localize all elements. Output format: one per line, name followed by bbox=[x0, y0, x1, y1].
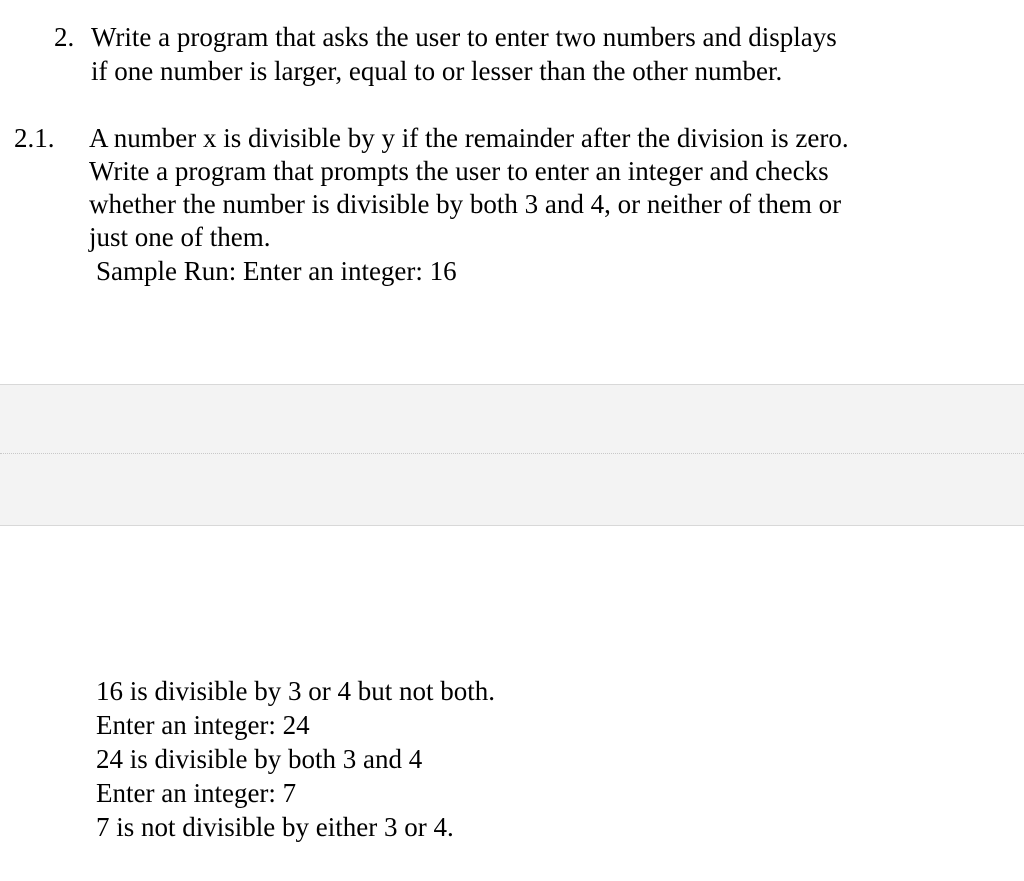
sample-output-line-2: Enter an integer: 24 bbox=[96, 710, 310, 740]
question-2-line-1: Write a program that asks the user to enter two numbers and displays bbox=[91, 22, 837, 52]
question-2-1-line-1: A number x is divisible by y if the remainder after the division is zero. bbox=[89, 123, 849, 153]
page-break-band bbox=[0, 384, 1024, 526]
page-break-divider bbox=[0, 453, 1024, 454]
question-2-number: 2. bbox=[54, 22, 75, 52]
sample-output-line-1: 16 is divisible by 3 or 4 but not both. bbox=[96, 676, 496, 706]
question-2-line-2: if one number is larger, equal to or lesser than the other number. bbox=[91, 56, 783, 86]
sample-output-line-5: 7 is not divisible by either 3 or 4. bbox=[96, 812, 454, 842]
question-2-1-line-4: just one of them. bbox=[89, 222, 271, 252]
question-2-1-line-3: whether the number is divisible by both 3 and 4, or neither of them or bbox=[89, 189, 842, 219]
question-2-1-line-2: Write a program that prompts the user to enter an integer and checks bbox=[89, 156, 829, 186]
sample-output-line-3: 24 is divisible by both 3 and 4 bbox=[96, 744, 423, 774]
sample-run-line: Sample Run: Enter an integer: 16 bbox=[96, 256, 457, 286]
sample-output-line-4: Enter an integer: 7 bbox=[96, 778, 297, 808]
question-2-1-number: 2.1. bbox=[14, 123, 55, 153]
